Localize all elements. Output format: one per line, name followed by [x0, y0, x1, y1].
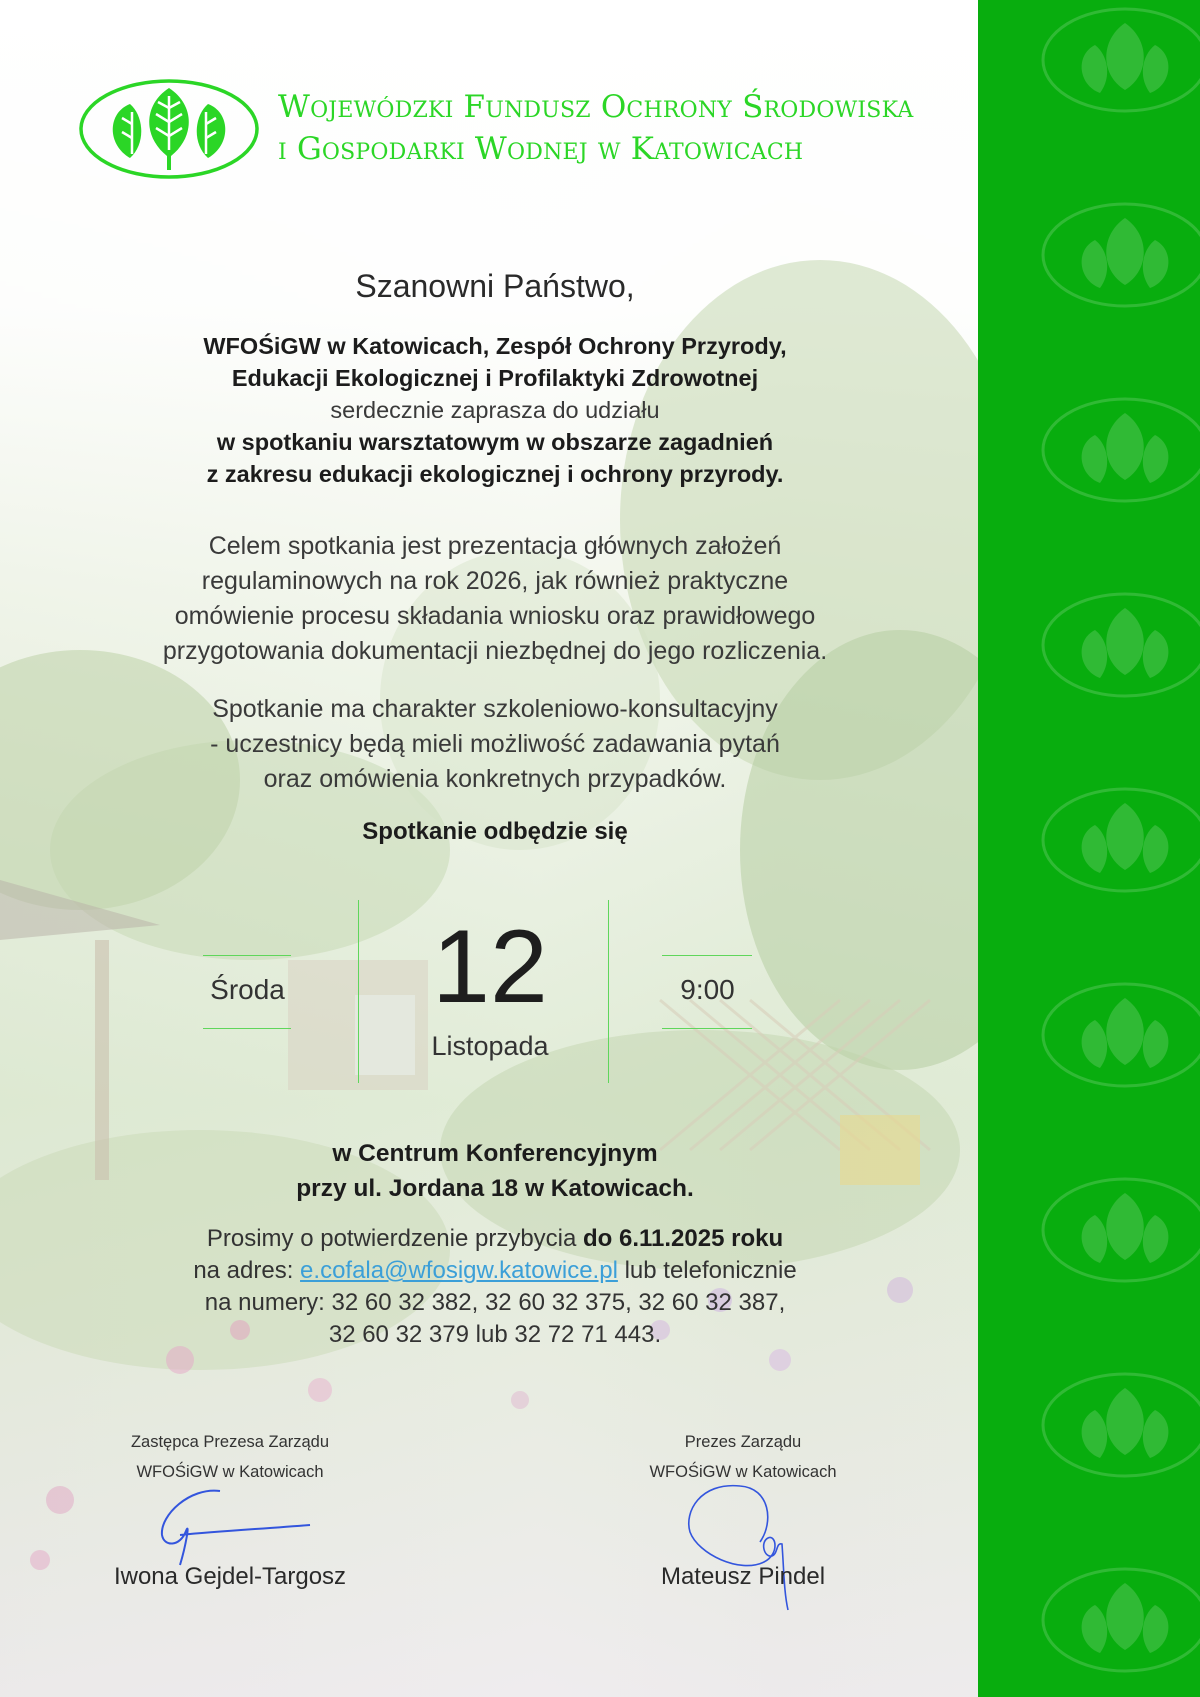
- signatory-title-line: WFOŚiGW w Katowicach: [649, 1463, 837, 1481]
- leaf-emblem-icon: [1040, 785, 1200, 895]
- handwritten-signature: [150, 1485, 320, 1575]
- leaf-emblem-icon: [1040, 200, 1200, 310]
- rsvp-line: [0, 1223, 990, 1255]
- event-weekday: Środa: [210, 974, 285, 1005]
- divider: [608, 900, 609, 1083]
- divider: [203, 955, 291, 956]
- rsvp-line: [0, 1255, 990, 1287]
- venue: [0, 1136, 990, 1206]
- signatory-name: Mateusz Pindel: [660, 1563, 826, 1590]
- leaf-emblem-icon: [1040, 395, 1200, 505]
- character-line: Spotkanie ma charakter szkoleniowo-konsultacyjny: [212, 695, 778, 723]
- organization-name-line-2: i Gospodarki Wodnej w Katowicach: [278, 131, 804, 167]
- leaf-emblem-icon: [1040, 1175, 1200, 1285]
- rsvp-deadline: do 6.11.2025 roku: [583, 1225, 784, 1252]
- invitation-text: [0, 330, 990, 490]
- divider: [662, 1028, 752, 1029]
- character-line: - uczestnicy będą mieli możliwość zadawania pytań: [210, 730, 780, 758]
- venue-line: w Centrum Konferencyjnym: [332, 1140, 658, 1167]
- signatory-title: [583, 1427, 903, 1487]
- invitation-line: Edukacji Ekologicznej i Profilaktyki Zdrowotnej: [231, 365, 759, 391]
- divider: [662, 955, 752, 956]
- character-paragraph: [0, 692, 990, 797]
- organization-name: [278, 86, 968, 170]
- purpose-line: regulaminowych na rok 2026, jak również praktyczne: [201, 567, 789, 595]
- rsvp-text: na adres:: [193, 1257, 301, 1284]
- purpose-paragraph: [0, 529, 990, 669]
- leaf-emblem-icon: [1040, 1565, 1200, 1675]
- leaf-emblem-icon: [1040, 590, 1200, 700]
- divider: [358, 900, 359, 1083]
- leaf-emblem-icon: [1040, 1370, 1200, 1480]
- invitation-line: WFOŚiGW w Katowicach, Zespół Ochrony Przyrody,: [203, 333, 787, 359]
- leaf-emblem-icon: [1040, 5, 1200, 115]
- organization-name-line-1: Wojewódzki Fundusz Ochrony Środowiska: [278, 89, 914, 125]
- email-link[interactable]: e.cofala@wfosigw.katowice.pl: [300, 1257, 618, 1284]
- leaf-emblem-icon: [1040, 980, 1200, 1090]
- signatory-name: Iwona Gejdel-Targosz: [113, 1563, 347, 1590]
- invitation-line: w spotkaniu warsztatowym w obszarze zagadnień: [216, 429, 774, 455]
- rsvp-text: lub telefonicznie: [617, 1257, 797, 1284]
- event-month: Listopada: [431, 1031, 549, 1061]
- leaf-emblem-icon: [78, 78, 260, 180]
- signatory-title-line: Zastępca Prezesa Zarządu: [130, 1433, 330, 1451]
- handwritten-signature: [680, 1482, 800, 1612]
- event-time: 9:00: [680, 974, 735, 1005]
- character-line: oraz omówienia konkretnych przypadków.: [263, 765, 727, 793]
- signatory-title-line: Prezes Zarządu: [684, 1433, 802, 1451]
- purpose-line: Celem spotkania jest prezentacja głównych założeń: [208, 532, 782, 560]
- signatory-title: [70, 1427, 390, 1487]
- rsvp-phone-line: 32 60 32 379 lub 32 72 71 443.: [328, 1321, 662, 1348]
- meeting-heading: Spotkanie odbędzie się: [362, 818, 628, 845]
- green-side-band: [978, 0, 1200, 1697]
- greeting: Szanowni Państwo,: [355, 268, 635, 304]
- invitation-line: serdecznie zaprasza do udziału: [330, 397, 660, 423]
- event-day: 12: [432, 909, 548, 1025]
- divider: [203, 1028, 291, 1029]
- purpose-line: omówienie procesu składania wniosku oraz prawidłowego: [174, 602, 816, 630]
- purpose-line: przygotowania dokumentacji niezbędnej do jego rozliczenia.: [162, 637, 828, 665]
- rsvp-paragraph: [0, 1223, 990, 1351]
- rsvp-phone-line: na numery: 32 60 32 382, 32 60 32 375, 32 60 32 387,: [204, 1289, 786, 1316]
- signatory-title-line: WFOŚiGW w Katowicach: [136, 1463, 324, 1481]
- venue-line: przy ul. Jordana 18 w Katowicach.: [296, 1175, 694, 1202]
- invitation-line: z zakresu edukacji ekologicznej i ochrony przyrody.: [206, 461, 784, 487]
- rsvp-text: Prosimy o potwierdzenie przybycia: [206, 1225, 584, 1252]
